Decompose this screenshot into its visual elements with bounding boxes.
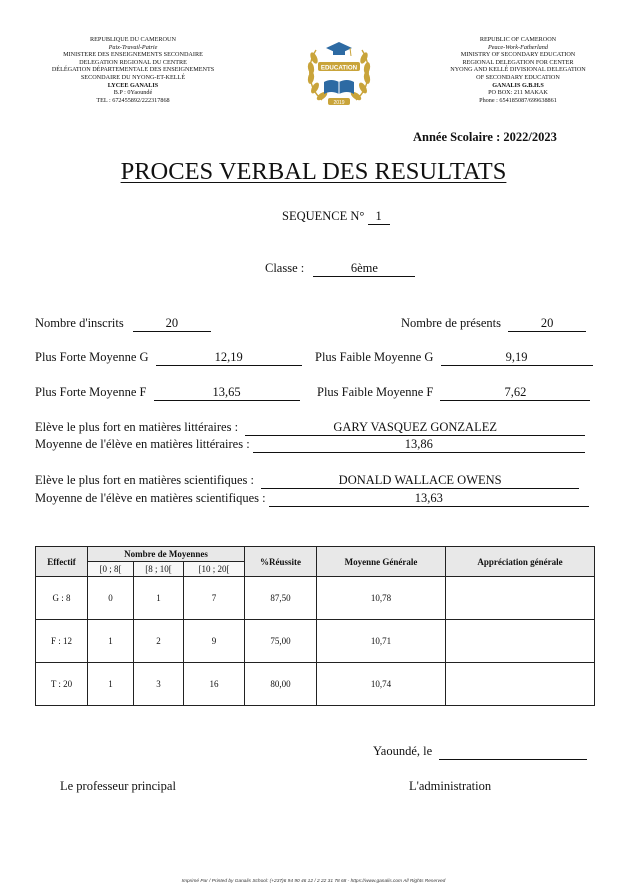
header-left-bp: B.P : 0Yaoundé	[113, 89, 153, 97]
header-right-phone: Phone : 654185087/699638861	[479, 96, 557, 104]
presents-label: Nombre de présents	[401, 316, 501, 330]
cell-range-1: 1	[88, 620, 134, 663]
cell-range-2: 3	[134, 663, 184, 706]
cell-moyenne: 10,71	[317, 620, 446, 663]
cell-reussite: 80,00	[245, 663, 317, 706]
logo-text: EDUCATION	[320, 64, 358, 72]
scientifiques-moyenne-value: 13,63	[269, 491, 589, 507]
header-left-tel: TEL : 672455892/222317868	[96, 96, 170, 104]
cell-range-2: 1	[134, 577, 184, 620]
cell-range-2: 2	[134, 620, 184, 663]
sequence-label: SEQUENCE N°	[282, 209, 365, 223]
litteraires-eleve-line	[35, 420, 585, 436]
table-row	[36, 620, 595, 663]
header-left-line6: SECONDAIRE DU NYONG-ET-KELLÉ	[80, 73, 186, 81]
cell-range-3: 9	[184, 620, 245, 663]
table-row	[36, 663, 595, 706]
cell-effectif: F : 12	[36, 620, 88, 663]
forte-g-value: 12,19	[156, 350, 302, 366]
litteraires-eleve-label: Elève le plus fort en matières littéraires :	[35, 420, 239, 434]
scientifiques-moyenne-label: Moyenne de l'élève en matières scientifiques :	[35, 491, 266, 505]
results-table	[35, 546, 595, 706]
header-left-line3: MINISTERE DES ENSEIGNEMENTS SECONDAIRE	[63, 51, 203, 59]
cell-appreciation	[446, 620, 595, 663]
header-left-school: LYCEE GANALIS	[107, 81, 159, 89]
inscrits-line	[35, 316, 211, 332]
faible-f-value: 7,62	[440, 385, 590, 401]
table-header-row	[36, 547, 595, 562]
header-left-line4: DELEGATION REGIONAL DU CENTRE	[79, 58, 187, 66]
faible-f-line	[317, 385, 590, 401]
page-title	[0, 158, 627, 186]
forte-f-label: Plus Forte Moyenne F	[35, 385, 147, 399]
faible-g-label: Plus Faible Moyenne G	[315, 350, 434, 364]
header-left-line2: Paix-Travail-Patrie	[108, 43, 158, 51]
footer-printed-by: Imprimé Par / Printed by Ganalis School: (+237)6 94 90 46 12 / 2 22 31 78 68 - https://www.ganalis.com All Rights Reserved	[181, 879, 446, 884]
litteraires-eleve-value: GARY VASQUEZ GONZALEZ	[245, 420, 585, 436]
header-reussite: %Réussite	[245, 547, 317, 577]
classe-value: 6ème	[313, 261, 415, 277]
header-right	[413, 36, 623, 104]
faible-g-line	[315, 350, 593, 366]
cell-effectif: T : 20	[36, 663, 88, 706]
header-left-line5: DÉLÉGATION DÉPARTEMENTALE DES ENSEIGNEMENTS	[51, 66, 215, 74]
header-left-line1: REPUBLIQUE DU CAMEROUN	[90, 36, 176, 43]
cell-appreciation	[446, 663, 595, 706]
faible-f-label: Plus Faible Moyenne F	[317, 385, 434, 399]
yaounde-date-line	[373, 744, 587, 760]
litteraires-moyenne-label: Moyenne de l'élève en matières littéraires :	[35, 437, 250, 451]
sequence-line	[282, 209, 390, 225]
classe-line	[265, 261, 415, 277]
header-appreciation: Appréciation générale	[446, 547, 595, 577]
litteraires-moyenne-line	[35, 437, 585, 453]
scientifiques-eleve-line	[35, 473, 579, 489]
yaounde-label: Yaoundé, le	[373, 744, 433, 758]
administration-label: L'administration	[409, 779, 492, 793]
cell-range-1: 0	[88, 577, 134, 620]
cell-range-3: 7	[184, 577, 245, 620]
header-right-line4: REGIONAL DELEGATION FOR CENTER	[462, 58, 574, 66]
cell-moyenne: 10,78	[317, 577, 446, 620]
header-left	[28, 36, 238, 104]
school-logo	[304, 38, 374, 110]
date-blank	[439, 744, 587, 760]
education-emblem-icon	[304, 38, 374, 110]
header-right-po: PO BOX: 211 MAKAK	[488, 89, 548, 97]
cell-moyenne: 10,74	[317, 663, 446, 706]
forte-f-line	[35, 385, 300, 401]
cell-range-3: 16	[184, 663, 245, 706]
presents-value: 20	[508, 316, 586, 332]
cell-appreciation	[446, 577, 595, 620]
header-range-2: [8 ; 10[	[134, 562, 184, 577]
professeur-principal-label: Le professeur principal	[60, 779, 176, 793]
faible-g-value: 9,19	[441, 350, 593, 366]
forte-g-line	[35, 350, 302, 366]
header-right-school: GANALIS G.B.H.S	[492, 81, 544, 89]
cell-reussite: 75,00	[245, 620, 317, 663]
forte-g-label: Plus Forte Moyenne G	[35, 350, 149, 364]
header-right-line5: NYONG AND KELLÉ DIVISIONAL DELEGATION	[450, 66, 586, 74]
logo-year: 2019	[333, 99, 345, 106]
sequence-value: 1	[368, 209, 390, 225]
litteraires-moyenne-value: 13,86	[253, 437, 585, 453]
annee-scolaire: Année Scolaire : 2022/2023	[413, 130, 557, 144]
header-moyenne-generale: Moyenne Générale	[317, 547, 446, 577]
scientifiques-eleve-label: Elève le plus fort en matières scientifiques :	[35, 473, 255, 487]
inscrits-value: 20	[133, 316, 211, 332]
cell-range-1: 1	[88, 663, 134, 706]
header-right-line3: MINISTRY OF SECONDARY EDUCATION	[460, 51, 576, 59]
cell-effectif: G : 8	[36, 577, 88, 620]
page-title-text: PROCES VERBAL DES RESULTATS	[120, 158, 507, 185]
header-nombre-moyennes: Nombre de Moyennes	[88, 547, 245, 562]
header-range-1: [0 ; 8[	[88, 562, 134, 577]
header-right-line2: Peace-Work-Fatherland	[488, 43, 548, 51]
forte-f-value: 13,65	[154, 385, 300, 401]
scientifiques-moyenne-line	[35, 491, 589, 507]
inscrits-label: Nombre d'inscrits	[35, 316, 124, 330]
scientifiques-eleve-value: DONALD WALLACE OWENS	[261, 473, 579, 489]
header-range-3: [10 ; 20[	[184, 562, 245, 577]
table-row	[36, 577, 595, 620]
header-right-line6: OF SECONDARY EDUCATION	[476, 73, 560, 81]
header-effectif: Effectif	[36, 547, 88, 577]
classe-label: Classe :	[265, 261, 305, 275]
presents-line	[401, 316, 586, 332]
header-right-line1: REPUBLIC OF CAMEROON	[479, 36, 557, 43]
cell-reussite: 87,50	[245, 577, 317, 620]
